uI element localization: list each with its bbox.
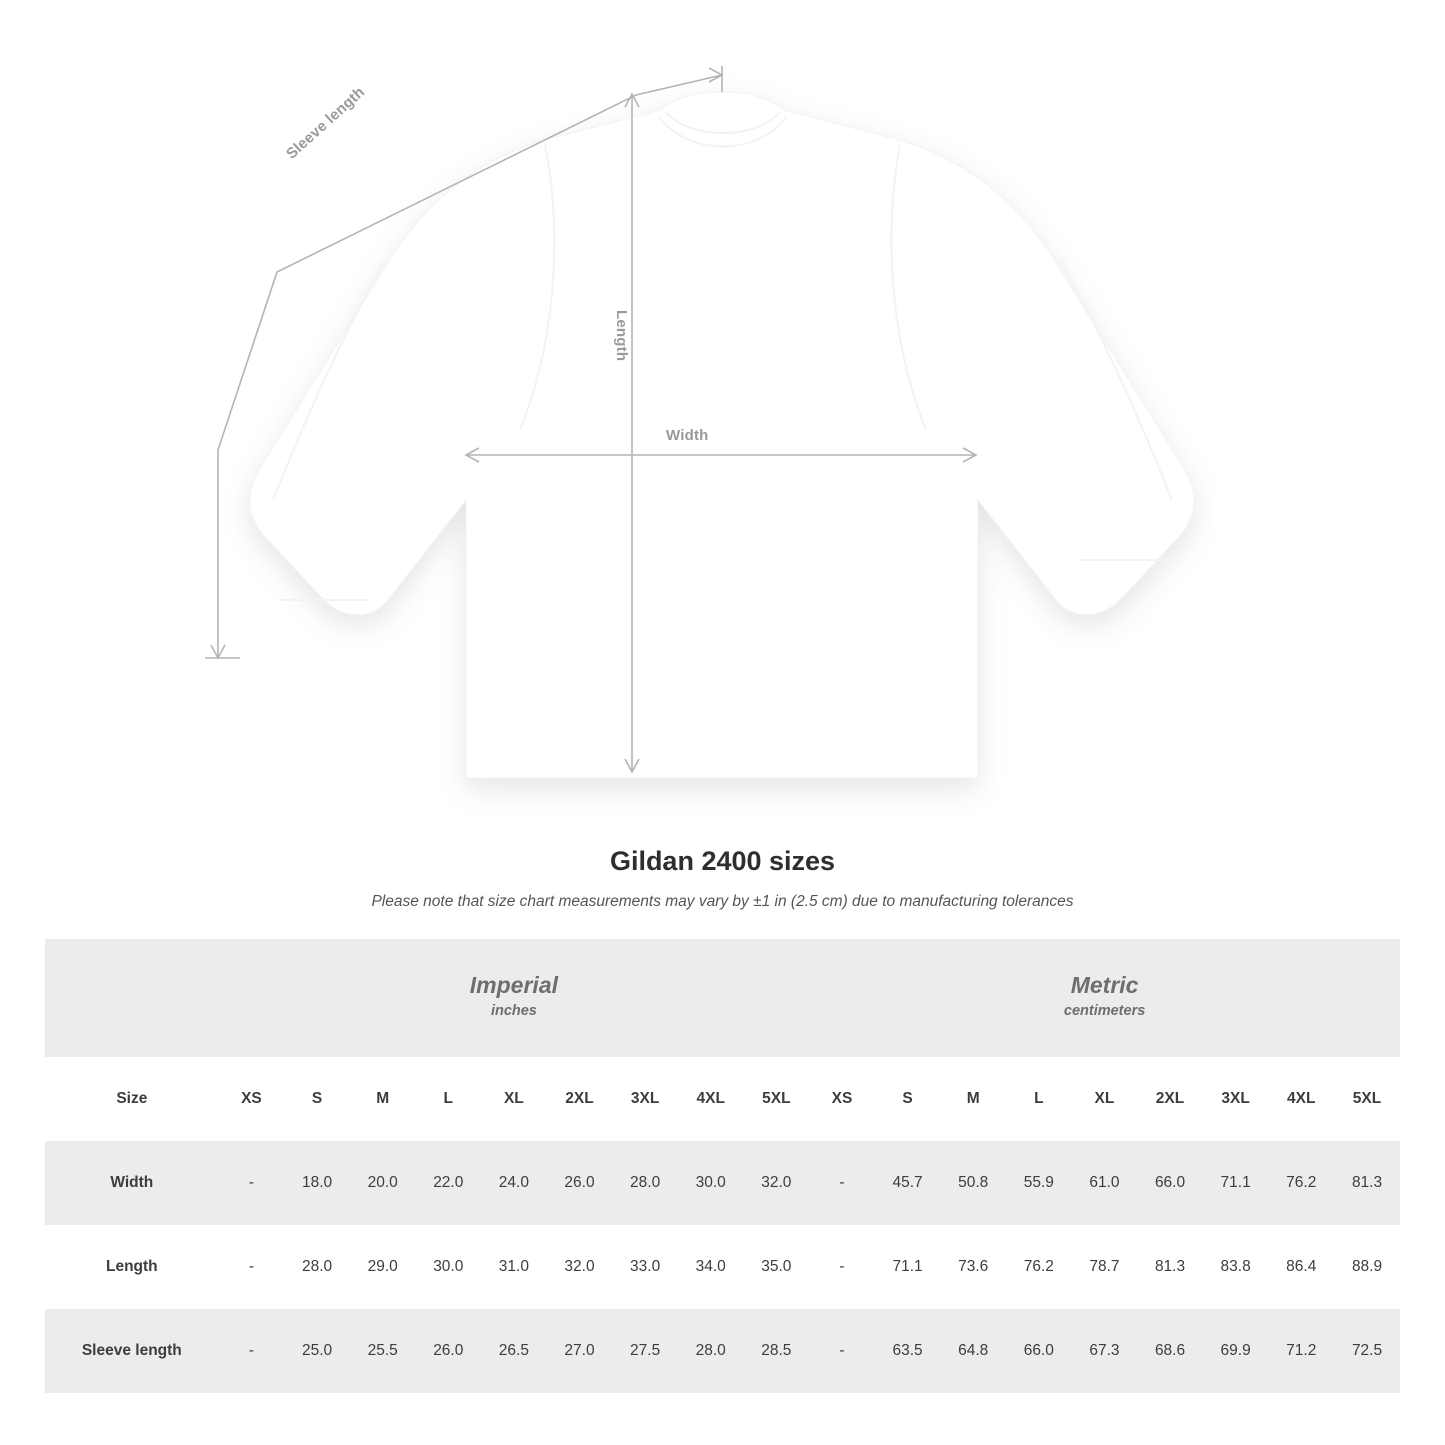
table-cell: -: [839, 1342, 845, 1359]
unit-header-row: [45, 939, 1400, 1057]
table-cell: 28.0: [630, 1174, 661, 1191]
table-cell: 76.2: [1286, 1174, 1317, 1191]
table-cell: 34.0: [695, 1258, 726, 1275]
table-row: [45, 1141, 1400, 1225]
tolerance-note: Please note that size chart measurements may vary by ±1 in (2.5 cm) due to manufacturing tolerances: [371, 893, 1074, 910]
column-header: M: [376, 1090, 390, 1107]
width-label: Width: [666, 427, 709, 444]
page-title: Gildan 2400 sizes: [609, 846, 836, 876]
imperial-sub: inches: [490, 1003, 537, 1020]
row-label: Length: [105, 1258, 158, 1275]
column-header: 3XL: [1221, 1090, 1250, 1107]
table-row: [45, 1225, 1400, 1309]
column-header: 2XL: [565, 1090, 594, 1107]
table-cell: 26.0: [433, 1342, 464, 1359]
column-header: S: [311, 1090, 323, 1107]
column-header: 2XL: [1155, 1090, 1185, 1107]
table-cell: -: [839, 1174, 845, 1191]
imperial-name: Imperial: [469, 971, 559, 998]
table-cell: 24.0: [498, 1174, 529, 1191]
table-cell: 55.9: [1023, 1174, 1054, 1191]
table-cell: 61.0: [1089, 1174, 1120, 1191]
table-cell: 28.5: [761, 1342, 792, 1359]
column-header: L: [443, 1090, 453, 1107]
size-table: [45, 939, 1400, 1393]
table-cell: -: [839, 1258, 845, 1275]
table-cell: -: [248, 1342, 255, 1359]
column-header: XL: [1094, 1090, 1115, 1107]
table-cell: 81.3: [1154, 1258, 1186, 1275]
column-header: L: [1034, 1090, 1044, 1107]
column-header-size: Size: [116, 1090, 148, 1107]
table-cell: 76.2: [1023, 1258, 1054, 1275]
column-header: 4XL: [1287, 1090, 1316, 1107]
table-cell: 72.5: [1351, 1342, 1383, 1359]
table-cell: 35.0: [761, 1258, 792, 1275]
table-cell: 88.9: [1351, 1258, 1383, 1275]
row-label: Sleeve length: [81, 1342, 182, 1359]
table-cell: 67.3: [1089, 1342, 1120, 1359]
table-cell: 20.0: [367, 1174, 398, 1191]
table-cell: 30.0: [433, 1258, 464, 1275]
table-cell: 78.7: [1089, 1258, 1120, 1275]
table-cell: -: [248, 1174, 255, 1191]
table-cell: 68.6: [1154, 1342, 1186, 1359]
table-cell: 73.6: [958, 1258, 989, 1275]
table-cell: 27.0: [564, 1342, 595, 1359]
table-cell: 28.0: [695, 1342, 726, 1359]
size-table-wrapper: [45, 939, 1400, 1393]
table-cell: 25.0: [301, 1342, 333, 1359]
unit-header-metric: [809, 939, 1400, 1057]
table-cell: 63.5: [892, 1342, 923, 1359]
table-cell: 71.1: [1220, 1174, 1251, 1191]
unit-header-imperial: [219, 939, 810, 1057]
table-cell: 32.0: [564, 1258, 595, 1275]
column-header: 3XL: [630, 1090, 660, 1107]
table-cell: 81.3: [1351, 1174, 1383, 1191]
table-cell: 22.0: [433, 1174, 464, 1191]
table-cell: 27.5: [630, 1342, 661, 1359]
table-cell: 26.0: [564, 1174, 595, 1191]
column-header: XL: [503, 1090, 524, 1107]
table-cell: 66.0: [1023, 1342, 1054, 1359]
sleeve-length-label: Sleeve length: [283, 83, 369, 163]
table-cell: 66.0: [1154, 1174, 1186, 1191]
table-cell: 31.0: [498, 1258, 529, 1275]
table-cell: -: [248, 1258, 255, 1275]
column-header: M: [966, 1090, 980, 1107]
column-header: XS: [831, 1090, 853, 1107]
length-label: Length: [613, 310, 630, 362]
metric-name: Metric: [1070, 971, 1139, 998]
column-header: XS: [241, 1090, 262, 1107]
table-cell: 71.1: [892, 1258, 923, 1275]
unit-header-blank: [45, 939, 219, 1057]
table-cell: 32.0: [761, 1174, 792, 1191]
table-cell: 28.0: [301, 1258, 333, 1275]
shirt-silhouette: [250, 92, 1194, 778]
table-cell: 25.5: [367, 1342, 398, 1359]
table-cell: 69.9: [1220, 1342, 1251, 1359]
table-row: [45, 1309, 1400, 1393]
size-header-row: [45, 1057, 1400, 1141]
table-cell: 26.5: [498, 1342, 529, 1359]
title-block: [0, 846, 1445, 911]
column-header: S: [902, 1090, 913, 1107]
table-cell: 83.8: [1220, 1258, 1251, 1275]
column-header: 5XL: [1352, 1090, 1382, 1107]
table-cell: 86.4: [1286, 1258, 1317, 1275]
metric-sub: centimeters: [1063, 1003, 1146, 1020]
table-cell: 30.0: [695, 1174, 726, 1191]
table-cell: 45.7: [892, 1174, 923, 1191]
table-cell: 64.8: [958, 1342, 989, 1359]
table-cell: 71.2: [1286, 1342, 1317, 1359]
column-header: 5XL: [762, 1090, 791, 1107]
table-cell: 50.8: [958, 1174, 989, 1191]
row-label: Width: [110, 1174, 154, 1191]
table-cell: 29.0: [367, 1258, 398, 1275]
column-header: 4XL: [696, 1090, 725, 1107]
table-cell: 18.0: [301, 1174, 333, 1191]
table-cell: 33.0: [630, 1258, 661, 1275]
